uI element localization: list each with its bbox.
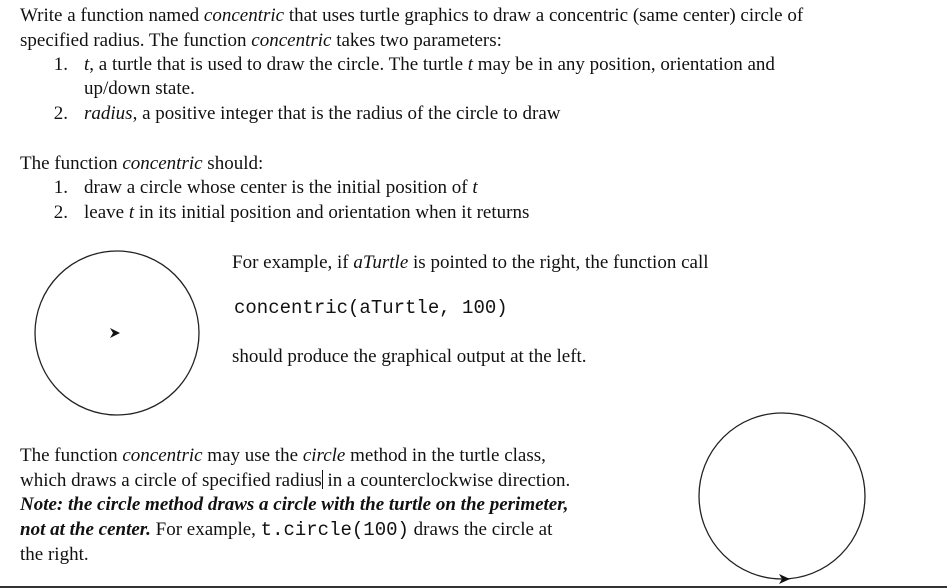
param-t xyxy=(84,53,775,77)
circle-method-line-2 xyxy=(20,468,570,493)
param-name: t xyxy=(467,54,474,75)
body-text: The function xyxy=(20,445,123,466)
should-item-text: leave xyxy=(84,202,129,223)
param-desc: , a turtle that is used to draw the circle. The turtle xyxy=(89,54,468,75)
body-text: method in the turtle class, xyxy=(345,445,546,466)
should-text: should: xyxy=(202,153,264,174)
body-text: draws the circle at xyxy=(408,519,553,540)
should-item-text: draw a circle whose center is the initial position of xyxy=(84,177,473,198)
param-radius xyxy=(84,102,560,126)
intro-text: Write a function named xyxy=(20,5,204,26)
intro-text: that uses turtle graphics to draw a concentric (same center) circle of xyxy=(284,5,804,26)
circle-method-line-5: the right. xyxy=(20,544,89,565)
concentric-circle-figure xyxy=(27,243,207,423)
example-text: is pointed to the right, the function call xyxy=(408,252,709,273)
code-snippet: t.circle(100) xyxy=(260,519,409,541)
example-text: For example, if xyxy=(232,252,354,273)
param-t-continued: up/down state. xyxy=(84,78,195,99)
example-line-3: should produce the graphical output at the left. xyxy=(232,346,587,367)
list-number: 2. xyxy=(53,202,68,223)
param-desc: may be in any position, orientation and xyxy=(473,54,775,75)
should-item-1 xyxy=(84,176,478,200)
list-number: 1. xyxy=(53,54,68,75)
turtle-arrow-icon xyxy=(110,328,120,338)
function-name: concentric xyxy=(203,5,285,26)
intro-text: takes two parameters: xyxy=(331,30,502,51)
method-name: circle xyxy=(302,445,346,466)
list-number: 2. xyxy=(53,103,68,124)
note-text: Note: the circle method draws a circle with the turtle on the perimeter, xyxy=(20,494,569,515)
circle-method-line-4 xyxy=(20,517,552,543)
param-desc: , a positive integer that is the radius of the circle to draw xyxy=(132,103,561,124)
note-text: not at the center. xyxy=(20,519,151,540)
body-text: For example, xyxy=(150,519,261,540)
example-line-1 xyxy=(232,250,709,275)
intro-line-2 xyxy=(20,28,502,53)
var-name: t xyxy=(128,202,135,223)
param-name: t xyxy=(84,54,90,75)
var-name: aTurtle xyxy=(353,252,409,273)
should-text: The function xyxy=(20,153,123,174)
param-name: radius xyxy=(84,103,133,124)
intro-text: specified radius. The function xyxy=(20,30,252,51)
circle-method-note xyxy=(20,492,568,517)
circle-method-line-1 xyxy=(20,443,546,468)
body-text: which draws a circle of specified radius xyxy=(20,470,322,491)
should-item-2 xyxy=(84,201,529,225)
function-name: concentric xyxy=(122,445,203,466)
function-name: concentric xyxy=(122,153,203,174)
list-number: 1. xyxy=(53,177,68,198)
circle-outline xyxy=(699,413,865,579)
intro-line-1 xyxy=(20,3,803,28)
var-name: t xyxy=(472,177,478,198)
body-text: may use the xyxy=(202,445,303,466)
should-heading xyxy=(20,151,263,176)
perimeter-circle-figure xyxy=(697,406,872,584)
function-name: concentric xyxy=(251,30,332,51)
should-item-text: in its initial position and orientation when it returns xyxy=(134,202,530,223)
example-code: concentric(aTurtle, 100) xyxy=(234,297,508,319)
body-text: in a counterclockwise direction. xyxy=(322,470,571,491)
